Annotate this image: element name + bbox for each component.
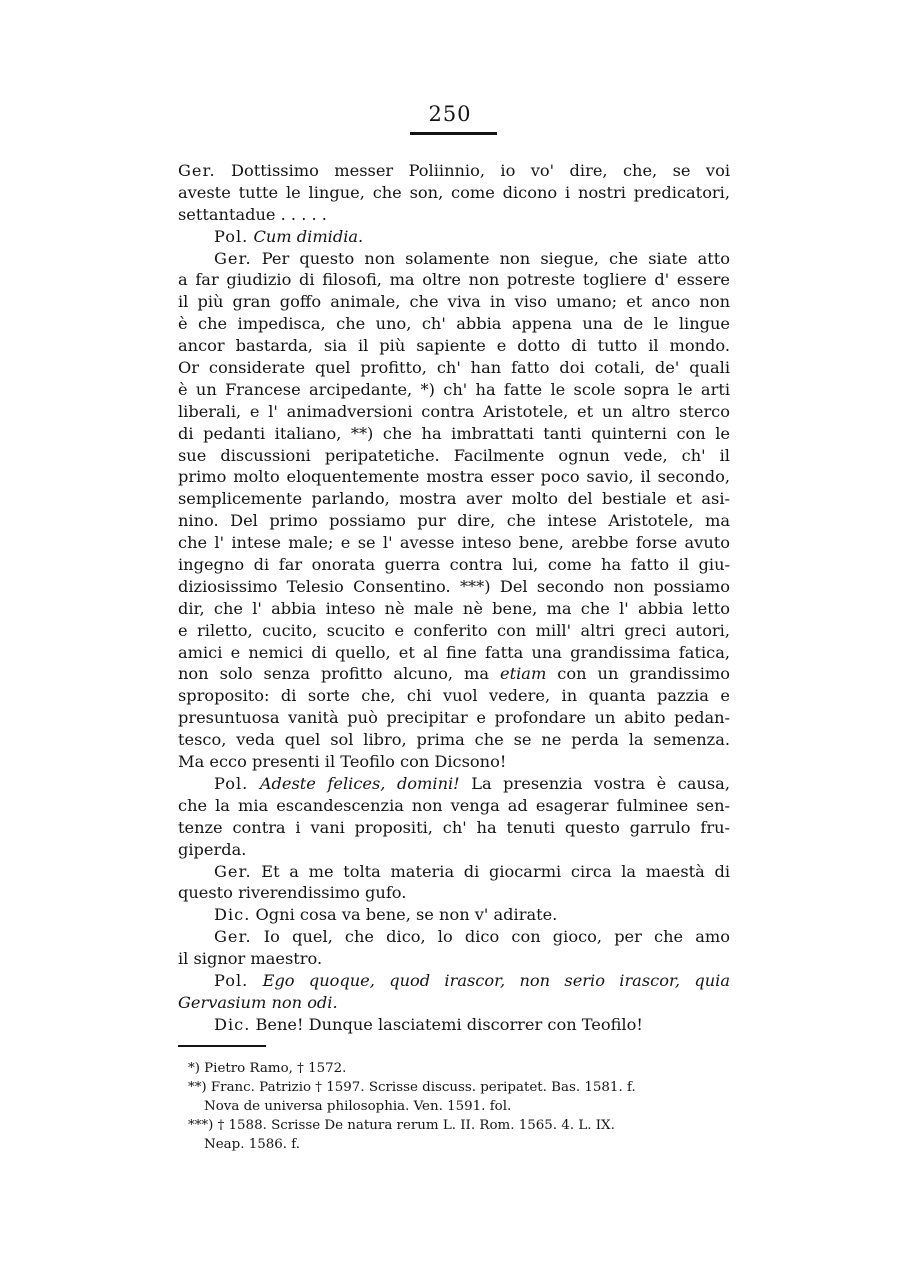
text-line: [178, 817, 730, 839]
text-line: [178, 1014, 730, 1036]
text-line: [178, 598, 730, 620]
text-run: Ma ecco presenti il Teofilo con Dicsono!: [178, 752, 507, 772]
text-run: è che impedisca, che uno, ch' abbia appena una de le lingue: [178, 314, 730, 334]
italic-text: Cum dimidia.: [253, 226, 364, 246]
text-run: nino. Del primo possiamo pur dire, che intese Aristotele, ma: [178, 511, 730, 531]
footnote-rule: [178, 1045, 266, 1047]
text-line: [178, 751, 730, 773]
text-line: [178, 445, 730, 467]
text-run: settantadue . . . . .: [178, 204, 327, 224]
footnote-line: **) Franc. Patrizio † 1597. Scrisse discuss. peripatet. Bas. 1581. f.: [188, 1080, 636, 1095]
speaker-label: Pol.: [214, 773, 249, 793]
text-line: [178, 795, 730, 817]
text-line: [178, 861, 730, 883]
text-run: liberali, e l' animadversioni contra Aristotele, et un altro sterco: [178, 401, 730, 421]
text-run: presuntuosa vanità può precipitar e profondare un abito pedan-: [178, 708, 730, 728]
text-line: [178, 182, 730, 204]
text-line: [178, 357, 730, 379]
text-run: sproposito: di sorte che, chi vuol vedere, in quanta pazzia e: [178, 686, 730, 706]
text-run: a far giudizio di filosofi, ma oltre non potreste togliere d' essere: [178, 270, 730, 290]
speaker-label: Dic.: [214, 905, 251, 925]
page-number: 250: [428, 102, 472, 126]
text-run: è un Francese arcipedante, *) ch' ha fatte le scole sopra le arti: [178, 379, 730, 399]
speaker-label: Ger.: [178, 161, 216, 180]
text-line: [178, 642, 730, 664]
speaker-label: Ger.: [214, 248, 252, 268]
speaker-label: Ger.: [214, 861, 252, 881]
footnote-line: Neap. 1586. f.: [204, 1137, 301, 1152]
text-line: [178, 313, 730, 335]
text-run: giperda.: [178, 839, 247, 859]
text-run: il più gran goffo animale, che viva in viso umano; et anco non: [178, 292, 730, 312]
text-line: [178, 335, 730, 357]
italic-text: Ego quoque, quod irascor, non serio irascor, quia: [262, 970, 730, 990]
main-text: [178, 160, 730, 1036]
text-line: [178, 926, 730, 948]
text-run: e riletto, cucito, scucito e conferito con mill' altri greci autori,: [178, 620, 730, 640]
text-run: [248, 774, 260, 793]
text-run: Ogni cosa va bene, se non v' adirate.: [250, 905, 558, 925]
text-run: La presenzia vostra è causa,: [459, 773, 730, 793]
text-run: semplicemente parlando, mostra aver molto del bestiale et asi-: [178, 489, 730, 509]
text-line: [178, 379, 730, 401]
text-line: [178, 466, 730, 488]
text-run: primo molto eloquentemente mostra esser poco savio, il secondo,: [178, 467, 730, 487]
speaker-label: Dic.: [214, 1014, 251, 1034]
footnote-line: ***) † 1588. Scrisse De natura rerum L. II. Rom. 1565. 4. L. IX.: [188, 1118, 615, 1133]
text-run: non solo senza profitto alcuno, ma: [178, 664, 501, 684]
footnotes: [188, 1059, 728, 1154]
text-run: che l' intese male; e se l' avesse inteso bene, arebbe forse avuto: [178, 533, 730, 553]
text-run: Et a me tolta materia di giocarmi circa la maestà di: [251, 861, 730, 881]
text-run: ancor bastarda, sia il più sapiente e dotto di tutto il mondo.: [178, 336, 730, 356]
text-line: [178, 882, 730, 904]
text-run: ingegno di far onorata guerra contra lui, come ha fatto il giu-: [178, 555, 730, 575]
text-line: [178, 532, 730, 554]
text-line: [178, 707, 730, 729]
text-run: [248, 971, 262, 990]
footnote-line: *) Pietro Ramo, † 1572.: [188, 1061, 347, 1076]
text-run: Dottissimo messer Poliinnio, io vo' dire, che, se voi: [215, 161, 730, 180]
text-line: [178, 401, 730, 423]
speaker-label: Ger.: [214, 927, 252, 947]
text-run: Or considerate quel profitto, ch' han fatto doi cotali, de' quali: [178, 358, 730, 378]
text-run: che la mia escandescenzia non venga ad esagerar fulminee sen-: [178, 795, 730, 815]
speaker-label: Pol.: [214, 970, 249, 990]
text-line: [178, 510, 730, 532]
text-line: [178, 729, 730, 751]
text-line: [178, 904, 730, 926]
text-line: [178, 663, 730, 685]
text-run: Io quel, che dico, lo dico con gioco, per che amo: [251, 927, 730, 947]
text-line: [178, 488, 730, 510]
text-run: di pedanti italiano, **) che ha imbrattati tanti quinterni con le: [178, 423, 730, 443]
text-run: tesco, veda quel sol libro, prima che se ne perda la semenza.: [178, 730, 730, 750]
text-line: [178, 839, 730, 861]
text-run: amici e nemici di quello, et al fine fatta una grandissima fatica,: [178, 642, 730, 662]
text-line: [178, 576, 730, 598]
text-run: tenze contra i vani propositi, ch' ha tenuti questo garrulo fru-: [178, 817, 730, 837]
text-line: [178, 948, 730, 970]
text-run: Per questo non solamente non siegue, che siate atto: [251, 248, 730, 268]
text-line: [178, 620, 730, 642]
text-run: aveste tutte le lingue, che son, come dicono i nostri predicatori,: [178, 182, 730, 202]
text-line: [178, 160, 730, 182]
footnote-line: Nova de universa philosophia. Ven. 1591. fol.: [204, 1099, 512, 1114]
speaker-label: Pol.: [214, 226, 249, 246]
text-line: [178, 992, 730, 1014]
text-line: [178, 773, 730, 795]
header-rule: [410, 132, 497, 135]
text-line: [178, 685, 730, 707]
text-run: dir, che l' abbia inteso nè male nè bene, ma che l' abbia letto: [178, 598, 730, 618]
italic-text: etiam: [500, 664, 547, 684]
italic-text: Gervasium non odi.: [178, 992, 338, 1012]
text-run: diziosissimo Telesio Consentino. ***) Del secondo non possiamo: [178, 576, 730, 596]
italic-text: Adeste felices, domini!: [259, 773, 460, 793]
text-line: [178, 423, 730, 445]
text-run: sue discussioni peripatetiche. Facilmente ognun vede, ch' il: [178, 445, 730, 465]
text-line: [178, 226, 730, 248]
text-line: [178, 269, 730, 291]
text-run: questo riverendissimo gufo.: [178, 883, 407, 903]
text-line: [178, 554, 730, 576]
text-run: con un grandissimo: [546, 664, 730, 684]
text-run: Bene! Dunque lasciatemi discorrer con Teofilo!: [250, 1014, 643, 1034]
text-line: [178, 291, 730, 313]
text-line: [178, 248, 730, 270]
text-line: [178, 970, 730, 992]
text-run: il signor maestro.: [178, 949, 323, 969]
text-line: [178, 204, 730, 226]
